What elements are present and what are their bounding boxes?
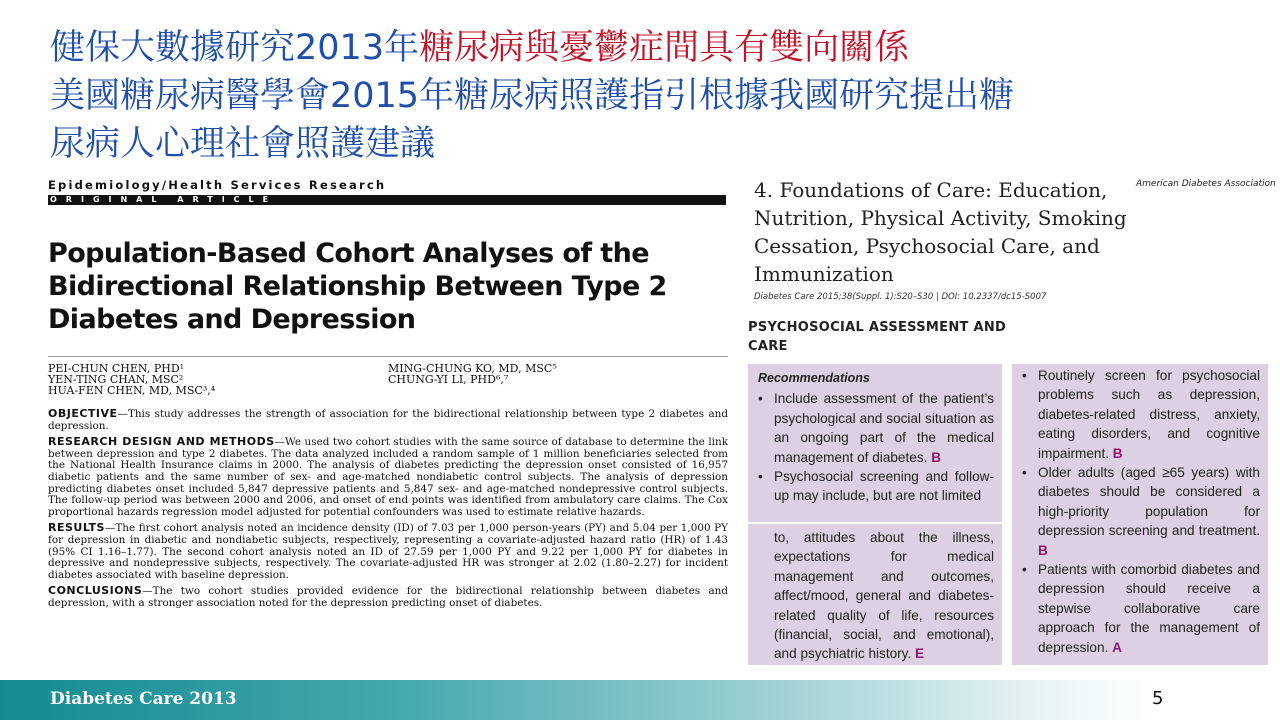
methods-label: RESEARCH DESIGN AND METHODS bbox=[48, 435, 275, 449]
article-title: Population-Based Cohort Analyses of the Bidirectional Relationship Between Type 2 Diabetes and Depression bbox=[48, 238, 667, 335]
article-abstract bbox=[48, 408, 728, 610]
recommendation-text: Include assessment of the patient’s psychological and social situation as an ongoing part of the medical management of diabetes. bbox=[774, 391, 994, 465]
abstract-methods bbox=[48, 436, 728, 518]
article-excerpt bbox=[48, 178, 728, 678]
abstract-results bbox=[48, 522, 728, 581]
article-type-bar: ORIGINAL ARTICLE bbox=[48, 195, 726, 205]
recommendations-box-3 bbox=[1012, 364, 1268, 665]
abstract-conclusions bbox=[48, 585, 728, 609]
recommendations-box-1 bbox=[748, 364, 1002, 522]
results-text: —The first cohort analysis noted an incidence density (ID) of 7.03 per 1,000 person-years (PY) and 5.04 per 1,000 PY for depression in diabetic and nondiabetic subjects, respectively, representing a covariate-adjusted hazard ratio (HR) of 1.43 (95% CI 1.16–1.77). The second cohort analysis noted an ID of 27.59 per 1,000 PY and 9.22 per 1,000 PY for diabetes in depressive and nondepressive subjects, respectively. The covariate-adjusted HR was stronger at 2.02 (1.80–2.27) for incident diabetes associated with baseline depression. bbox=[48, 522, 728, 581]
recommendation-item bbox=[758, 389, 994, 467]
bullet-icon: • bbox=[1022, 562, 1027, 578]
guideline-chapter-title: 4. Foundations of Care: Education, Nutrition, Physical Activity, Smoking Cessation, Psychosocial Care, and Immunization bbox=[754, 178, 1127, 286]
authors-left bbox=[48, 363, 388, 396]
author: YEN-TING CHAN, MSC² bbox=[48, 373, 184, 386]
conclusions-text: —The two cohort studies provided evidence for the bidirectional relationship between diabetes and depression, with a stronger association noted for the depression predicting onset of diabetes. bbox=[48, 585, 728, 609]
page-number: 5 bbox=[1152, 688, 1164, 709]
author: PEI-CHUN CHEN, PHD¹ bbox=[48, 362, 185, 375]
recommendation-text: Patients with comorbid diabetes and depression should receive a stepwise collaborative care approach for the management of depression. bbox=[1038, 562, 1260, 655]
abstract-objective bbox=[48, 408, 728, 432]
bullet-icon: • bbox=[1022, 465, 1027, 481]
recommendation-text-continued: to, attitudes about the illness, expectations for medical management and outcomes, affect/mood, general and diabetes-related quality of life, resources (financial, social, and emotional), and psychiatric history. bbox=[774, 530, 994, 662]
objective-text: —This study addresses the strength of association for the bidirectional relationship between type 2 diabetes and depression. bbox=[48, 408, 728, 432]
author: MING-CHUNG KO, MD, MSC⁵ bbox=[388, 362, 557, 375]
slide-title bbox=[50, 24, 1270, 168]
psychosocial-section-heading: PSYCHOSOCIAL ASSESSMENT AND CARE bbox=[748, 320, 1007, 354]
evidence-grade: E bbox=[915, 646, 925, 662]
methods-text: —We used two cohort studies with the same source of database to determine the link between depression and type 2 diabetes. The data analyzed included a random sample of 1 million beneficiaries selected from the National Health Insurance claims in 2000. The analysis of diabetes predicting the depression onset consisted of 16,957 diabetic patients and the same number of sex- and age-matched nondiabetic control subjects. The analysis of depression predicting diabetes onset included 5,847 depressive patients and 5,847 sex- and age-matched nondepressive control subjects. The follow-up period was between 2000 and 2006, and onset of end points was identified from ambulatory care claims. The Cox proportional hazards regression model adjusted for potential confounders was used to estimate relative hazards. bbox=[48, 436, 728, 518]
title-line-2: 美國糖尿病醫學會2015年糖尿病照護指引根據我國研究提出糖 bbox=[50, 76, 1015, 116]
bullet-icon: • bbox=[758, 469, 763, 485]
author: CHUNG-YI LI, PHD⁶,⁷ bbox=[388, 373, 509, 386]
title-line-1 bbox=[50, 24, 1270, 72]
recommendation-text: Routinely screen for psychosocial problems such as depression, diabetes-related distress, anxiety, eating disorders, and cognitive impairment. bbox=[1038, 368, 1260, 461]
evidence-grade: B bbox=[1038, 542, 1048, 558]
recommendation-item bbox=[1022, 366, 1260, 463]
recommendation-text: Psychosocial screening and follow-up may include, but are not limited bbox=[774, 469, 994, 504]
evidence-grade: B bbox=[931, 449, 942, 465]
recommendations-box-2 bbox=[748, 522, 1002, 665]
recommendation-item bbox=[1022, 560, 1260, 657]
guideline-citation: Diabetes Care 2015;38(Suppl. 1):S20–S30 | DOI: 10.2337/dc15-S007 bbox=[754, 292, 1047, 302]
footer-bar bbox=[0, 680, 1280, 720]
recommendation-text: Older adults (aged ≥65 years) with diabetes should be considered a high-priority population for depression screening and treatment. bbox=[1038, 465, 1260, 539]
footer-source: Diabetes Care 2013 bbox=[50, 689, 237, 709]
title-line-1-red: 糖尿病與憂鬱症間具有雙向關係 bbox=[419, 28, 910, 68]
recommendations-heading: Recommendations bbox=[758, 371, 870, 385]
publisher-label: American Diabetes Association bbox=[1136, 179, 1276, 189]
conclusions-label: CONCLUSIONS bbox=[48, 584, 143, 598]
objective-label: OBJECTIVE bbox=[48, 407, 118, 420]
article-section: Epidemiology/Health Services Research bbox=[48, 178, 387, 192]
title-line-1-blue: 健保大數據研究2013年 bbox=[50, 28, 420, 68]
recommendation-item bbox=[758, 467, 994, 506]
bullet-icon: • bbox=[1022, 368, 1027, 383]
article-authors bbox=[48, 356, 728, 396]
recommendation-item bbox=[1022, 463, 1260, 560]
evidence-grade: A bbox=[1112, 639, 1122, 655]
authors-right bbox=[388, 363, 728, 396]
results-label: RESULTS bbox=[48, 521, 105, 535]
title-line-3: 尿病人心理社會照護建議 bbox=[50, 124, 436, 164]
evidence-grade: B bbox=[1112, 445, 1123, 461]
author: HUA-FEN CHEN, MD, MSC³,⁴ bbox=[48, 384, 216, 397]
bullet-icon: • bbox=[758, 391, 763, 407]
